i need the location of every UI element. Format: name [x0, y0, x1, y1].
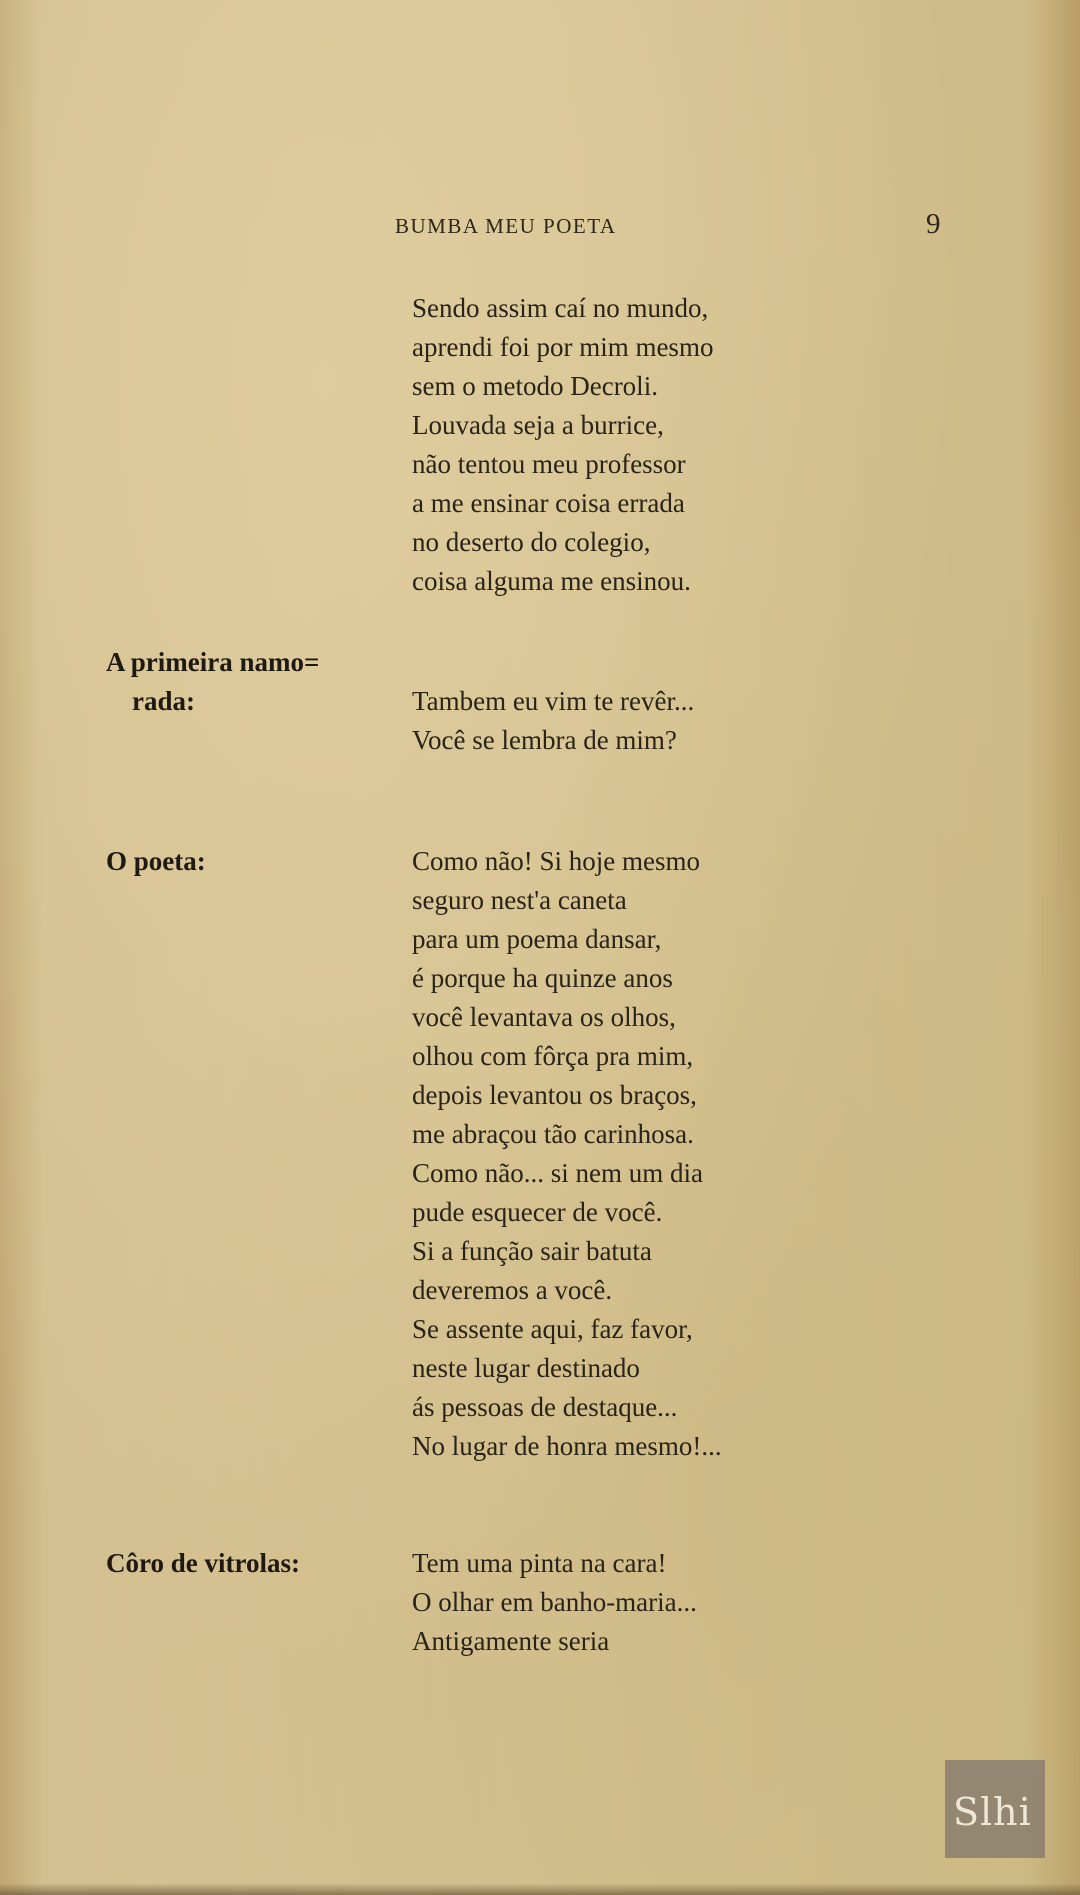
verse-line: O olhar em banho-maria...: [412, 1587, 697, 1617]
verse-line: No lugar de honra mesmo!...: [412, 1431, 722, 1461]
speaker-label-coro: Côro de vitrolas:: [106, 1548, 300, 1578]
speaker-label-namorada: [106, 643, 319, 721]
namorada-verse: [412, 682, 694, 760]
page-header: [0, 208, 1080, 254]
verse-line: Tambem eu vim te revêr...: [412, 686, 695, 716]
verse-line: ás pessoas de destaque...: [412, 1392, 678, 1422]
verse-line: para um poema dansar,: [412, 924, 662, 954]
verse-line: no deserto do colegio,: [412, 527, 651, 557]
verse-line: aprendi foi por mim mesmo: [412, 332, 714, 362]
watermark-text: Slhi: [953, 1790, 1032, 1834]
speaker-label-poeta: O poeta:: [106, 846, 206, 876]
verse-line: seguro nest'a caneta: [412, 885, 627, 915]
verse-line: Sendo assim caí no mundo,: [412, 293, 709, 323]
speaker-label-line2: rada:: [132, 686, 195, 716]
verse-line: Tem uma pinta na cara!: [412, 1548, 667, 1578]
verse-line: deveremos a você.: [412, 1275, 613, 1305]
intro-verse: [412, 289, 713, 601]
verse-line: é porque ha quinze anos: [412, 963, 673, 993]
poeta-verse: [412, 842, 722, 1466]
verse-line: Você se lembra de mim?: [412, 725, 677, 755]
verse-line: a me ensinar coisa errada: [412, 488, 685, 518]
speaker-label-line1: A primeira namo=: [106, 647, 320, 677]
verse-line: Se assente aqui, faz favor,: [412, 1314, 693, 1344]
verse-line: coisa alguma me ensinou.: [412, 566, 691, 596]
verse-line: você levantava os olhos,: [412, 1002, 676, 1032]
verse-line: sem o metodo Decroli.: [412, 371, 658, 401]
verse-line: pude esquecer de você.: [412, 1197, 663, 1227]
verse-line: Si a função sair batuta: [412, 1236, 652, 1266]
verse-line: Antigamente seria: [412, 1626, 610, 1656]
verse-line: Como não! Si hoje mesmo: [412, 846, 700, 876]
verse-line: Como não... si nem um dia: [412, 1158, 703, 1188]
running-head: BUMBA MEU POETA: [395, 214, 617, 238]
verse-line: me abraçou tão carinhosa.: [412, 1119, 694, 1149]
verse-line: depois levantou os braços,: [412, 1080, 697, 1110]
verse-line: não tentou meu professor: [412, 449, 686, 479]
coro-verse: [412, 1544, 697, 1661]
page-number: 9: [926, 208, 941, 240]
verse-line: Louvada seja a burrice,: [412, 410, 664, 440]
library-watermark-logo: [945, 1760, 1045, 1858]
page-edge-shadow: [0, 1883, 1080, 1895]
verse-line: olhou com fôrça pra mim,: [412, 1041, 694, 1071]
verse-line: neste lugar destinado: [412, 1353, 640, 1383]
